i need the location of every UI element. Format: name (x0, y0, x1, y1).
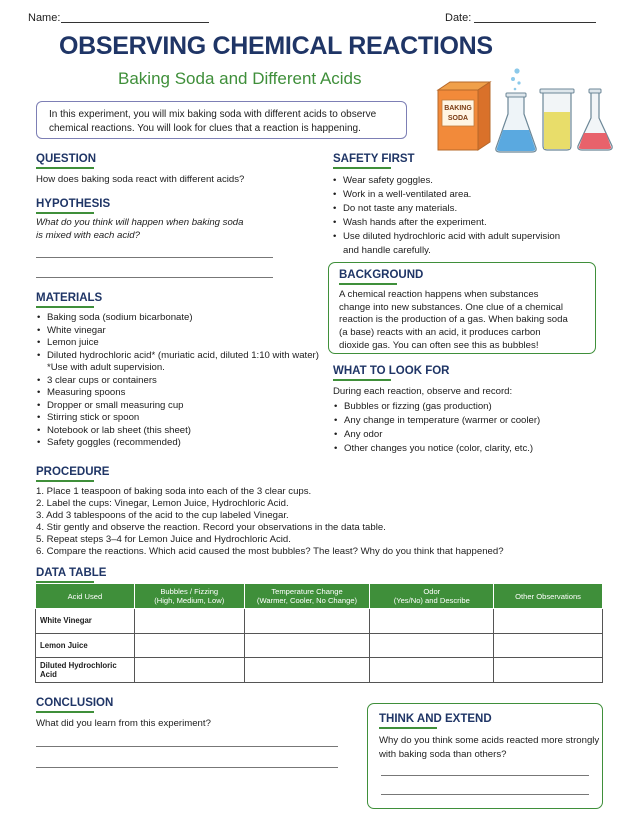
materials-heading: MATERIALS (36, 292, 102, 308)
data-table-heading: DATA TABLE (36, 567, 106, 583)
table-cell[interactable] (134, 658, 244, 683)
data-table (35, 583, 603, 683)
list-item: • Safety goggles (recommended) (36, 437, 326, 450)
safety-list (332, 174, 602, 258)
table-row (36, 658, 603, 683)
table-row (36, 633, 603, 658)
procedure-step: 6. Compare the reactions. Which acid caused the most bubbles? The least? Why do you think that happened? (36, 546, 504, 557)
table-row (36, 609, 603, 634)
yellow-beaker-icon (540, 89, 574, 150)
question-text: How does baking soda react with different acids? (36, 174, 245, 185)
intro-line-2: chemical reactions. You will look for clues that a reaction is happening. (49, 123, 361, 134)
list-item: • Lemon juice (36, 337, 326, 350)
list-item: • Dropper or small measuring cup (36, 400, 326, 413)
row-label: White Vinegar (36, 609, 135, 634)
list-item: • Work in a well-ventilated area. (332, 188, 602, 202)
page-title: OBSERVING CHEMICAL REACTIONS (59, 32, 493, 60)
procedure-steps (36, 486, 626, 558)
list-item: • Any odor (333, 428, 603, 442)
procedure-heading: PROCEDURE (36, 466, 109, 482)
list-item: • White vinegar (36, 325, 326, 338)
list-item: • Use diluted hydrochloric acid with adult supervision and handle carefully. (332, 230, 602, 258)
safety-heading: SAFETY FIRST (333, 153, 415, 169)
intro-box (36, 101, 407, 139)
table-cell[interactable] (494, 609, 603, 634)
table-cell[interactable] (134, 609, 244, 634)
list-item: • Diluted hydrochloric acid* (muriatic acid, diluted 1:10 with water) *Use with adult supervision. (36, 350, 326, 375)
list-item: • 3 clear cups or containers (36, 375, 326, 388)
procedure-step: 3. Add 3 tablespoons of the acid to the cup labeled Vinegar. (36, 510, 289, 521)
svg-text:SODA: SODA (447, 115, 469, 122)
table-cell[interactable] (494, 633, 603, 658)
column-header: Other Observations (494, 584, 603, 609)
question-heading: QUESTION (36, 153, 96, 169)
column-header: Bubbles / Fizzing (High, Medium, Low) (134, 584, 244, 609)
table-cell[interactable] (370, 658, 494, 683)
hypothesis-prompt: What do you think will happen when baking soda is mixed with each acid? (36, 217, 244, 241)
background-box (328, 262, 596, 354)
conclusion-heading: CONCLUSION (36, 697, 113, 713)
name-line[interactable] (61, 22, 209, 23)
procedure-step: 5. Repeat steps 3–4 for Lemon Juice and Hydrochloric Acid. (36, 534, 291, 545)
name-label: Name: (28, 12, 61, 24)
conclusion-answer-line-2[interactable] (36, 767, 338, 768)
materials-note: *Use with adult supervision. (47, 362, 165, 373)
think-extend-text: Why do you think some acids reacted more strongly with baking soda than others? (379, 735, 600, 760)
procedure-step: 4. Stir gently and observe the reaction. Record your observations in the data table. (36, 522, 386, 533)
list-item: • Notebook or lab sheet (this sheet) (36, 425, 326, 438)
table-cell[interactable] (134, 633, 244, 658)
list-item: • Wash hands after the experiment. (332, 216, 602, 230)
column-header: Acid Used (36, 584, 135, 609)
table-cell[interactable] (244, 658, 370, 683)
row-label: Lemon Juice (36, 633, 135, 658)
background-text: A chemical reaction happens when substances change into new substances. One clue of a chemical reaction is the production of a gas. When baking soda (a base) reacts with an acid, it produces carbon dioxide gas. You can often see this as bubbles! (339, 289, 568, 351)
list-item: • Measuring spoons (36, 387, 326, 400)
lab-illustration (428, 62, 618, 158)
red-flask-icon (578, 89, 612, 150)
table-cell[interactable] (244, 609, 370, 634)
table-cell[interactable] (370, 609, 494, 634)
date-label: Date: (445, 12, 472, 24)
list-item: • Wear safety goggles. (332, 174, 602, 188)
blue-flask-icon (496, 93, 536, 152)
list-item: • Bubbles or fizzing (gas production) (333, 400, 603, 414)
hypothesis-heading: HYPOTHESIS (36, 198, 110, 214)
table-cell[interactable] (370, 633, 494, 658)
baking-soda-box-icon (438, 82, 490, 150)
think-extend-box (367, 703, 603, 809)
page-subtitle: Baking Soda and Different Acids (118, 69, 362, 88)
date-line[interactable] (474, 22, 596, 23)
look-for-intro: During each reaction, observe and record: (333, 386, 513, 397)
list-item: • Do not taste any materials. (332, 202, 602, 216)
think-extend-heading: THINK AND EXTEND (379, 713, 492, 729)
look-for-list (333, 400, 603, 456)
hypothesis-answer-line-1[interactable] (36, 257, 273, 258)
bubbles-icon (511, 68, 521, 90)
svg-text:BAKING: BAKING (444, 105, 472, 112)
table-cell[interactable] (244, 633, 370, 658)
think-answer-line-2[interactable] (381, 794, 589, 795)
list-item: • Other changes you notice (color, clarity, etc.) (333, 442, 603, 456)
row-label: Diluted Hydrochloric Acid (36, 658, 135, 683)
column-header: Temperature Change (Warmer, Cooler, No Change) (244, 584, 370, 609)
hypothesis-answer-line-2[interactable] (36, 277, 273, 278)
conclusion-text: What did you learn from this experiment? (36, 718, 211, 729)
background-heading: BACKGROUND (339, 269, 423, 285)
list-item: • Baking soda (sodium bicarbonate) (36, 312, 326, 325)
procedure-step: 1. Place 1 teaspoon of baking soda into each of the 3 clear cups. (36, 486, 312, 497)
materials-list (36, 312, 326, 450)
look-for-heading: WHAT TO LOOK FOR (333, 365, 449, 381)
table-cell[interactable] (494, 658, 603, 683)
conclusion-answer-line-1[interactable] (36, 746, 338, 747)
procedure-step: 2. Label the cups: Vinegar, Lemon Juice, Hydrochloric Acid. (36, 498, 289, 509)
list-item: • Any change in temperature (warmer or cooler) (333, 414, 603, 428)
think-answer-line-1[interactable] (381, 775, 589, 776)
intro-line-1: In this experiment, you will mix baking soda with different acids to observe (49, 109, 377, 120)
list-item: • Stirring stick or spoon (36, 412, 326, 425)
column-header: Odor (Yes/No) and Describe (370, 584, 494, 609)
